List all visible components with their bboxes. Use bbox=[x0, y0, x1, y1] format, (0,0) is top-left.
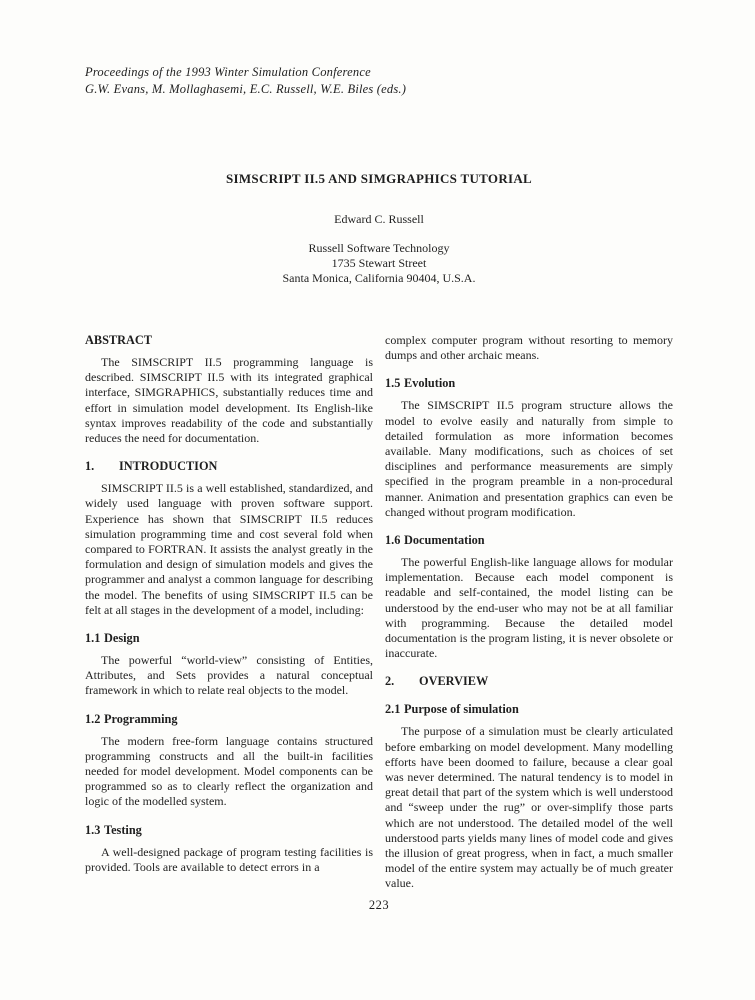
design-paragraph: The powerful “world-view” consisting of Entities, Attributes, and Sets provides a natural conceptual framework in which to relate real objects to the model. bbox=[85, 653, 373, 698]
proceedings-header bbox=[85, 64, 645, 97]
heading-label: Testing bbox=[104, 822, 142, 837]
heading-number: 1.2 bbox=[85, 711, 101, 726]
heading-label: Documentation bbox=[404, 533, 485, 548]
heading-label: Design bbox=[104, 631, 140, 646]
left-column bbox=[85, 333, 373, 875]
programming-paragraph: The modern free-form language contains structured programming constructs and all the built-in facilities needed for model development. Model components can be programmed so as to clearly reflect the organization and logic of the modelled system. bbox=[85, 733, 373, 809]
editors-line: G.W. Evans, M. Mollaghasemi, E.C. Russell, W.E. Biles (eds.) bbox=[85, 81, 407, 96]
abstract-paragraph: The SIMSCRIPT II.5 programming language is described. SIMSCRIPT II.5 with its integrated graphical interface, SIMGRAPHICS, substantially reduces time and effort in simulation model development. Its English-like syntax improves readability of the code and substantially reduces the need for documentation. bbox=[85, 355, 373, 446]
proceedings-title-line: Proceedings of the 1993 Winter Simulation Conference bbox=[85, 65, 371, 79]
documentation-paragraph: The powerful English-like language allows for modular implementation. Because each model component is readable and self-contained, the model listing can be understood by the end-user who may not be at all familiar with programming. Because the detailed model documentation is the program listing, it is never obsolete or inaccurate. bbox=[385, 555, 673, 661]
heading-number: 1.3 bbox=[85, 822, 101, 837]
right-column bbox=[385, 333, 673, 892]
heading-number: 2. bbox=[385, 674, 395, 689]
page-number: 223 bbox=[368, 898, 390, 912]
testing-paragraph-continued: complex computer program without resorting to memory dumps and other archaic means. bbox=[385, 333, 673, 363]
heading-introduction bbox=[85, 459, 373, 474]
heading-label: INTRODUCTION bbox=[119, 459, 218, 474]
heading-abstract bbox=[85, 333, 373, 348]
affiliation-block bbox=[85, 241, 673, 286]
affiliation-street: 1735 Stewart Street bbox=[331, 256, 427, 270]
affiliation-org: Russell Software Technology bbox=[308, 241, 450, 255]
heading-label: Purpose of simulation bbox=[404, 702, 519, 717]
heading-number: 1. bbox=[85, 459, 95, 474]
heading-evolution bbox=[385, 376, 673, 391]
purpose-paragraph: The purpose of a simulation must be clearly articulated before embarking on model development. Many modelling efforts have been doomed to failure, because a clear goal was never determined. The natural tendency is to model in great detail that part of the system which is well understood and “sweep under the rug” or over-simplify those parts which are not understood. The detailed model of the well understood parts yields many lines of model code and gives the illusion of great progress, when in fact, a much smaller model of the entire system may actually be of much greater value. bbox=[385, 724, 673, 891]
heading-label: Evolution bbox=[404, 376, 456, 391]
heading-overview bbox=[385, 674, 673, 689]
heading-number: 1.6 bbox=[385, 533, 401, 548]
heading-label: OVERVIEW bbox=[419, 674, 489, 689]
author-name: Edward C. Russell bbox=[334, 212, 424, 226]
heading-design bbox=[85, 631, 373, 646]
heading-testing bbox=[85, 823, 373, 838]
heading-label: ABSTRACT bbox=[85, 333, 152, 347]
heading-number: 2.1 bbox=[385, 702, 401, 717]
affiliation-city: Santa Monica, California 90404, U.S.A. bbox=[282, 271, 476, 285]
heading-number: 1.5 bbox=[385, 376, 401, 391]
heading-label: Programming bbox=[104, 711, 178, 726]
paper-title: SIMSCRIPT II.5 AND SIMGRAPHICS TUTORIAL bbox=[225, 171, 533, 186]
heading-purpose-of-simulation bbox=[385, 702, 673, 717]
heading-programming bbox=[85, 712, 373, 727]
heading-number: 1.1 bbox=[85, 631, 101, 646]
testing-paragraph: A well-designed package of program testing facilities is provided. Tools are available to detect errors in a bbox=[85, 844, 373, 874]
evolution-paragraph: The SIMSCRIPT II.5 program structure allows the model to evolve easily and naturally from simple to detailed formulation as more information becomes available. Many modifications, such as choices of set disciplines and performance measurements are simply specified in the program preamble in a non-procedural manner. Animation and presentation graphics can even be changed without program modification. bbox=[385, 398, 673, 519]
introduction-paragraph: SIMSCRIPT II.5 is a well established, standardized, and widely used language with proven software support. Experience has shown that SIMSCRIPT II.5 reduces simulation programming time and cost several fold when compared to FORTRAN. It assists the analyst greatly in the formulation and design of simulation models and gives the programmer and analyst a common language for describing the model. The benefits of using SIMSCRIPT II.5 can be felt at all stages in the development of a model, including: bbox=[85, 481, 373, 617]
heading-documentation bbox=[385, 533, 673, 548]
